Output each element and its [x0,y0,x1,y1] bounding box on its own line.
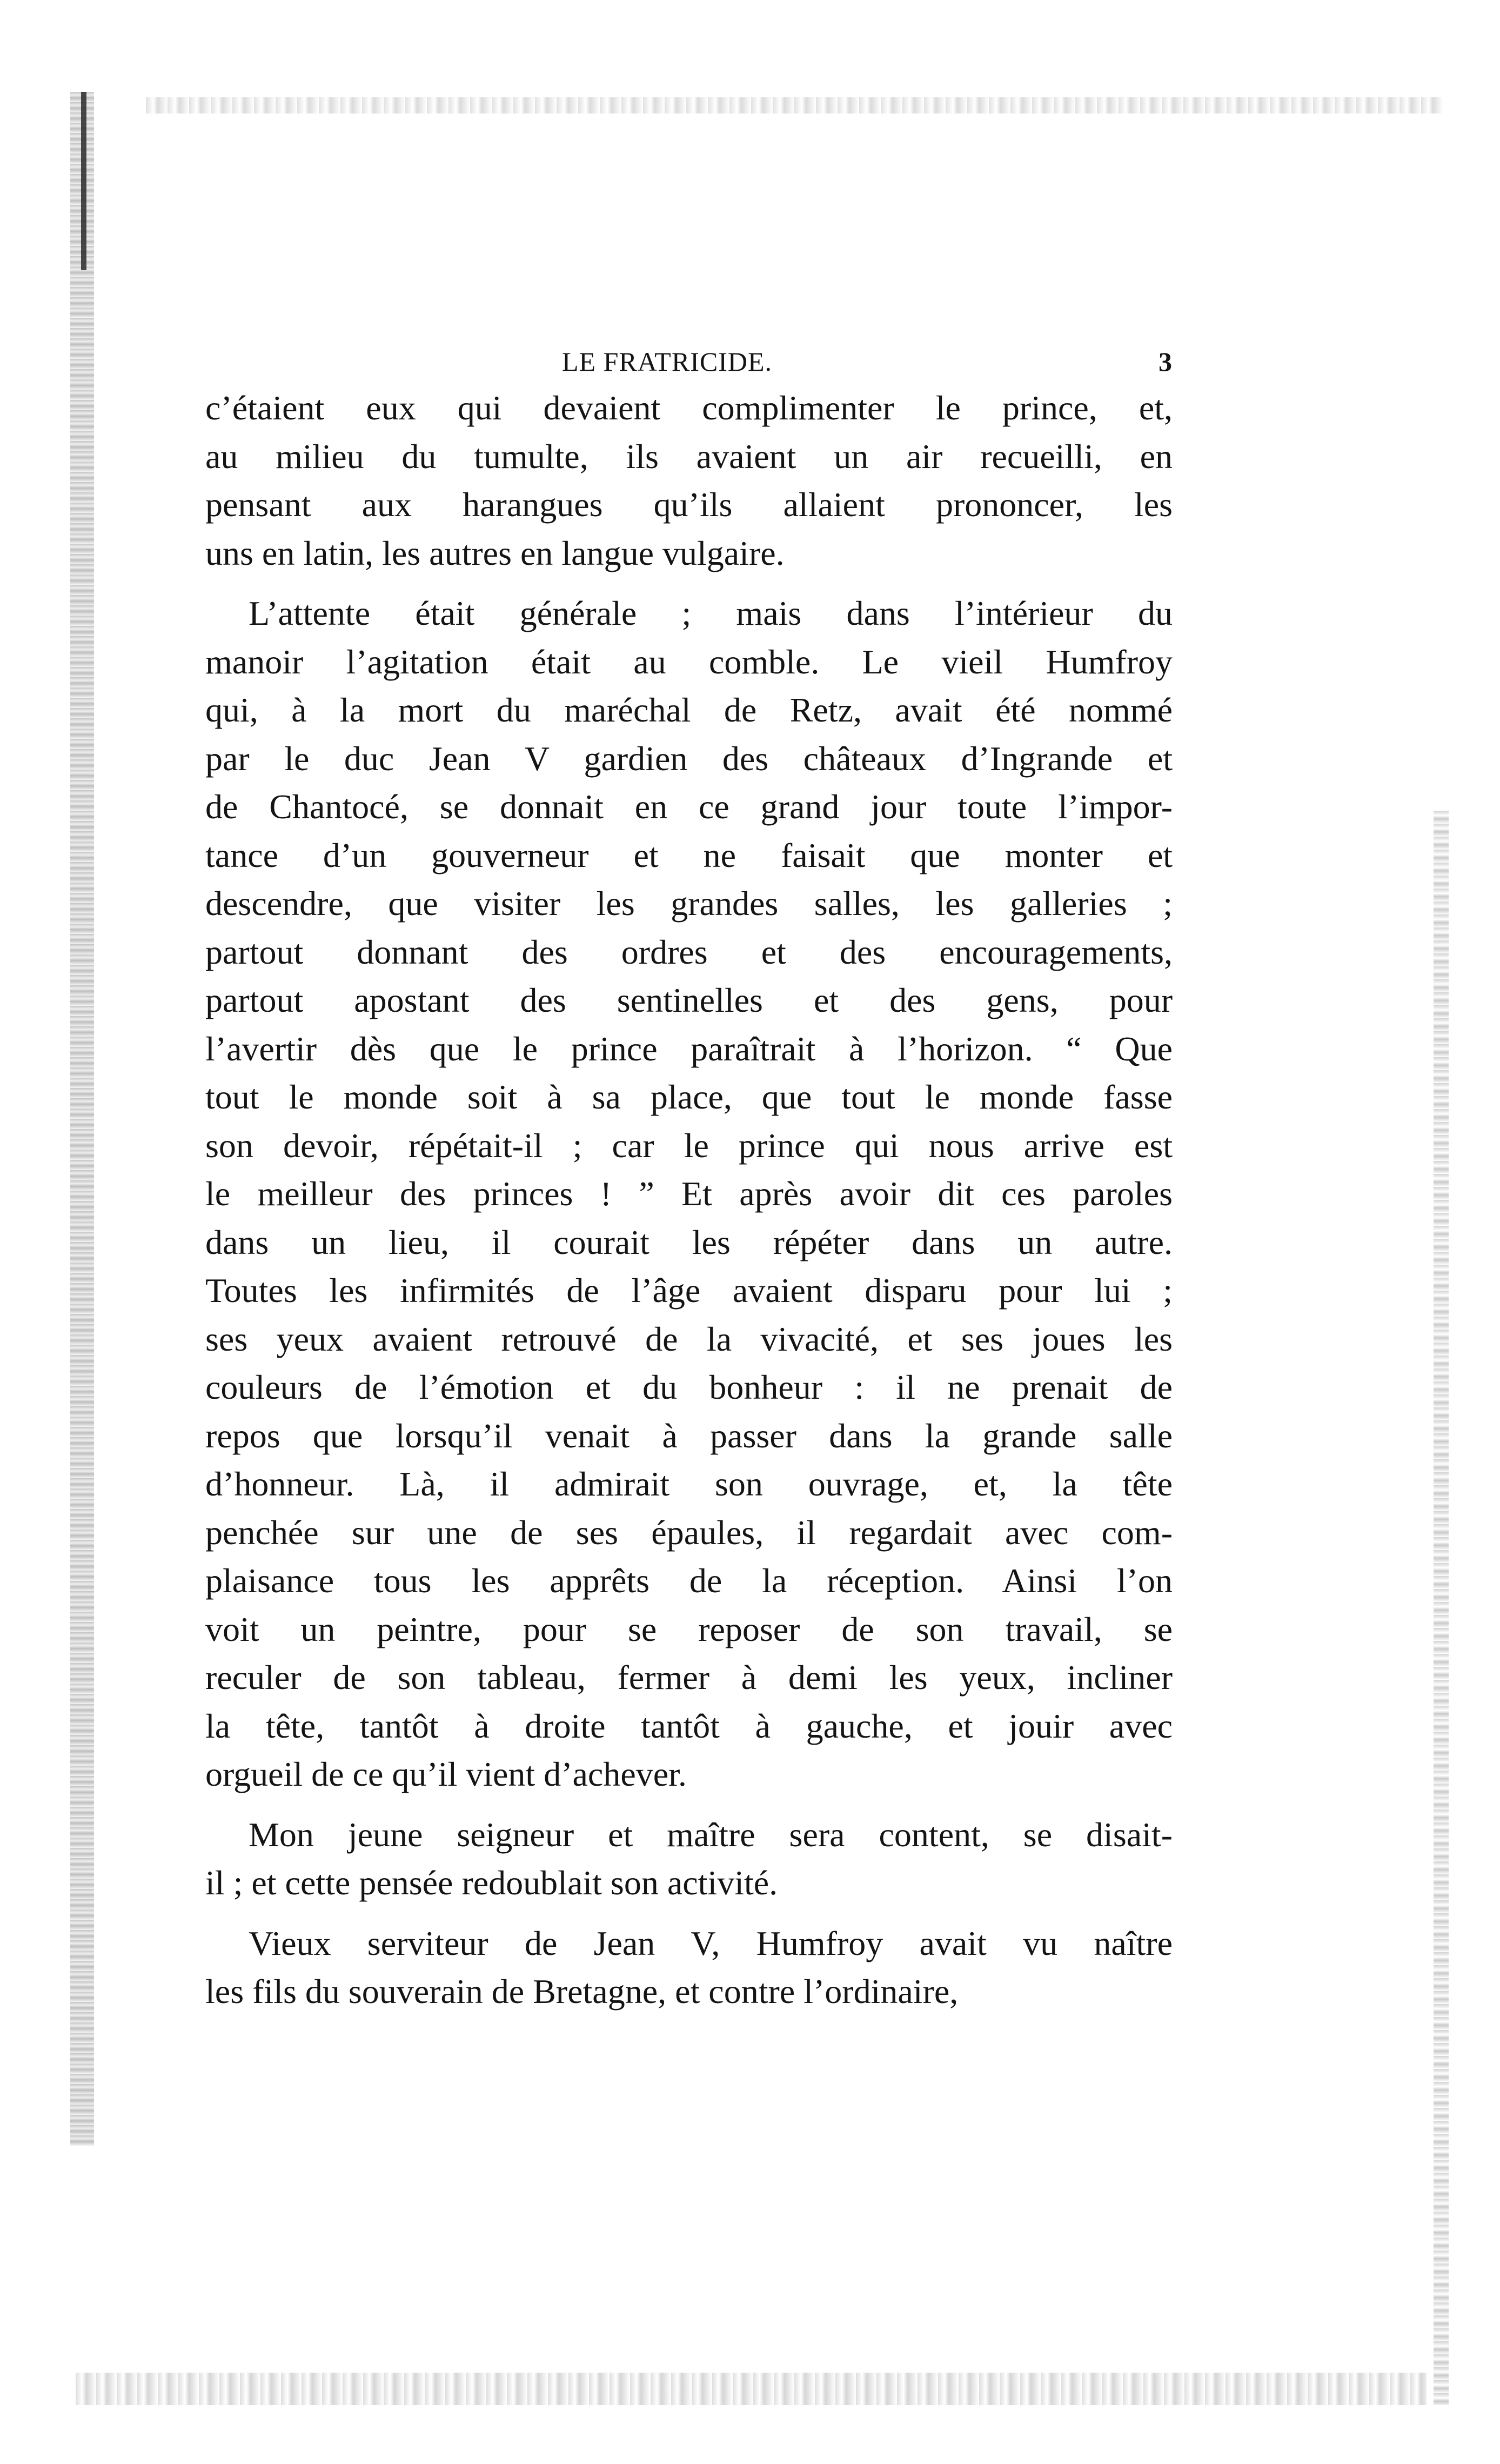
scan-noise-bottom [76,2373,1427,2405]
text-line: Vieux serviteur de Jean V, Humfroy avait vu naître [249,1924,1173,1962]
text-line: couleurs de l’émotion et du bonheur : il ne prenait de [205,1368,1173,1406]
paragraph [205,589,1173,1799]
text-line: tance d’un gouverneur et ne faisait que monter et [205,836,1173,874]
text-line: descendre, que visiter les grandes salles, les galleries ; [205,884,1173,923]
paragraph [205,1919,1173,2016]
text-line: reculer de son tableau, fermer à demi les yeux, incliner [205,1658,1173,1697]
text-line: tout le monde soit à sa place, que tout le monde fasse [205,1078,1173,1116]
scan-noise-right [1434,811,1449,2405]
text-line: de Chantocé, se donnait en ce grand jour toute l’impor- [205,787,1173,826]
text-line: voit un peintre, pour se reposer de son travail, se [205,1610,1173,1648]
text-line: partout apostant des sentinelles et des gens, pour [205,981,1173,1019]
text-line: les fils du souverain de Bretagne, et contre l’ordinaire, [205,1972,959,2011]
body-text [205,384,1173,2016]
text-line: Mon jeune seigneur et maître sera content, se disait- [249,1815,1173,1854]
text-line: Toutes les infirmités de l’âge avaient disparu pour lui ; [205,1271,1173,1310]
text-line: par le duc Jean V gardien des châteaux d’Ingrande et [205,739,1173,778]
text-line: il ; et cette pensée redoublait son activité. [205,1864,778,1902]
text-line: penchée sur une de ses épaules, il regardait avec com- [205,1513,1173,1552]
paragraph [205,384,1173,577]
running-head [205,335,1173,384]
text-line: d’honneur. Là, il admirait son ouvrage, et, la tête [205,1465,1173,1503]
text-line: c’étaient eux qui devaient complimenter le prince, et, [205,389,1173,427]
binding-shadow [70,92,94,2146]
text-line: le meilleur des princes ! ” Et après avoir dit ces paroles [205,1174,1173,1213]
text-line: uns en latin, les autres en langue vulgaire. [205,533,785,572]
text-line: ses yeux avaient retrouvé de la vivacité, et ses joues les [205,1319,1173,1358]
text-line: dans un lieu, il courait les répéter dans un autre. [205,1223,1173,1261]
paragraph [205,1811,1173,1907]
text-line: partout donnant des ordres et des encouragements, [205,932,1173,971]
scan-noise-top [146,97,1443,113]
text-line: orgueil de ce qu’il vient d’achever. [205,1755,687,1793]
text-line: son devoir, répétait-il ; car le prince qui nous arrive est [205,1126,1173,1165]
text-line: L’attente était générale ; mais dans l’intérieur du [249,594,1173,632]
page-number: 3 [1159,346,1173,377]
text-line: manoir l’agitation était au comble. Le vieil Humfroy [205,642,1173,681]
text-line: qui, à la mort du maréchal de Retz, avait été nommé [205,691,1173,729]
text-line: au milieu du tumulte, ils avaient un air recueilli, en [205,437,1173,476]
text-line: plaisance tous les apprêts de la réception. Ainsi l’on [205,1561,1173,1600]
book-page [205,335,1173,2028]
text-line: l’avertir dès que le prince paraîtrait à l’horizon. “ Que [205,1029,1173,1068]
binding-edge [81,92,86,270]
text-line: repos que lorsqu’il venait à passer dans la grande salle [205,1416,1173,1455]
text-line: la tête, tantôt à droite tantôt à gauche, et jouir avec [205,1706,1173,1745]
running-title: LE FRATRICIDE. [562,346,772,377]
text-line: pensant aux harangues qu’ils allaient prononcer, les [205,485,1173,524]
